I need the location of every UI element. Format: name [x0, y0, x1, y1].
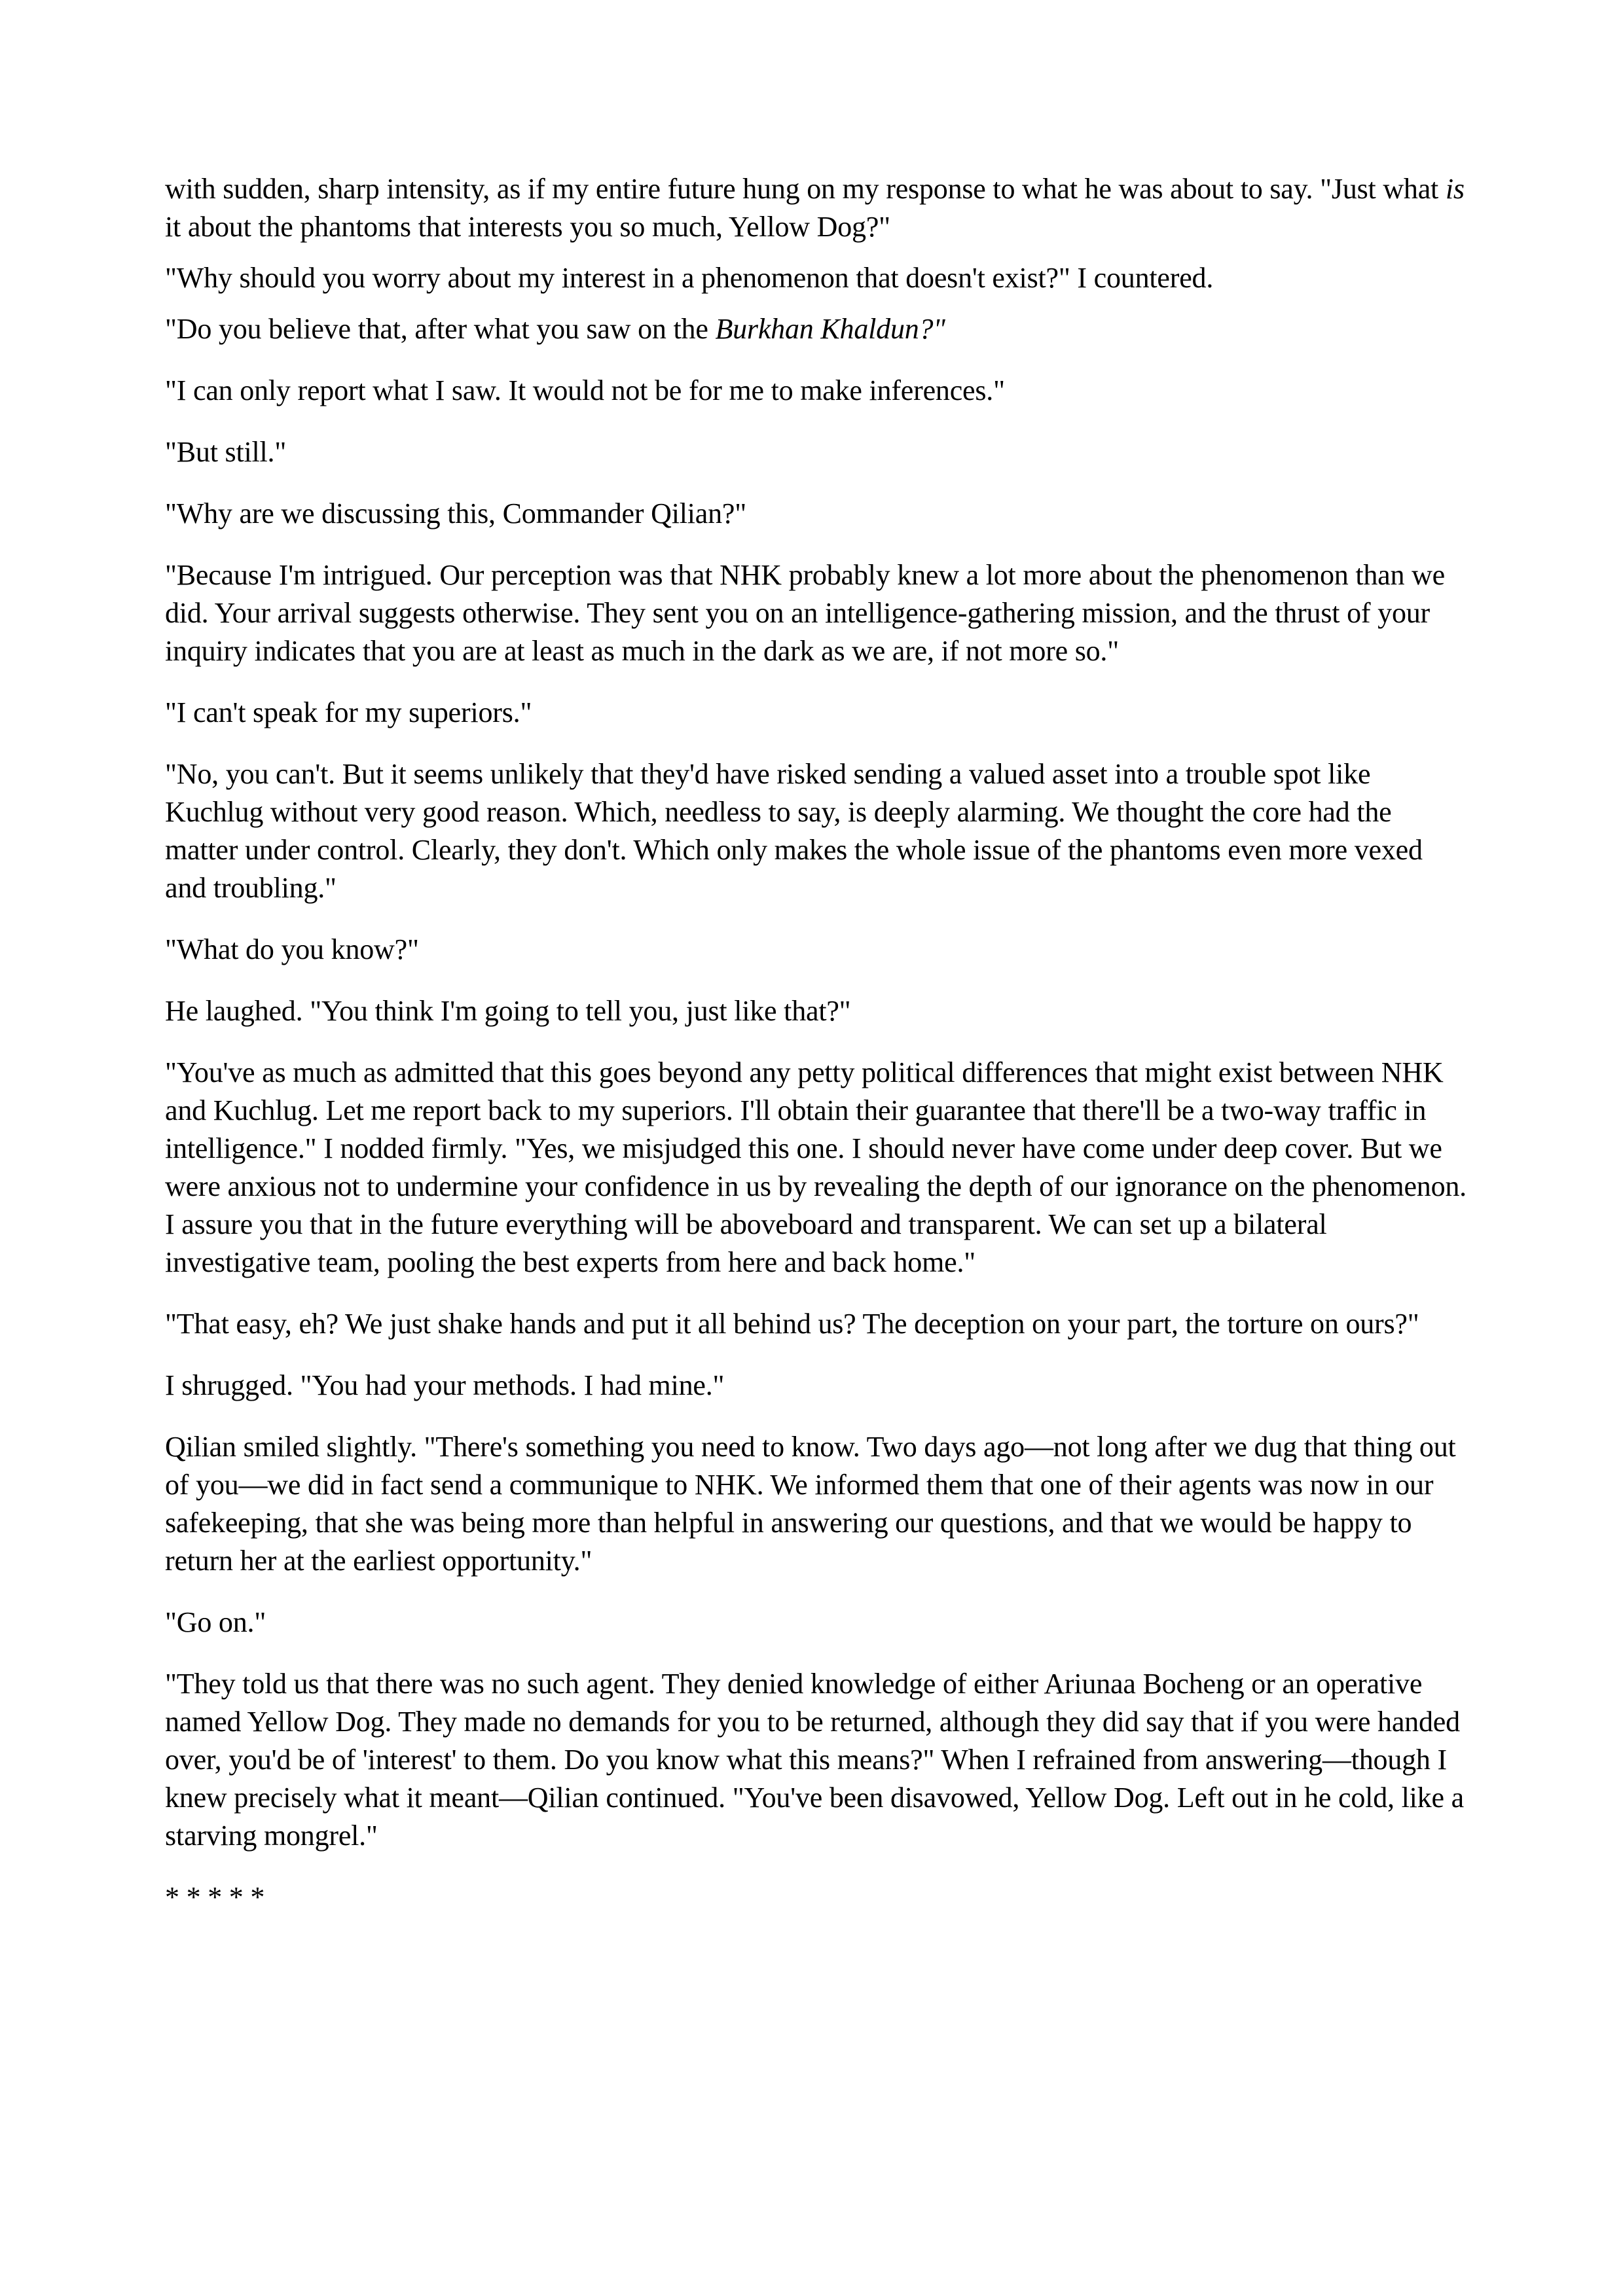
paragraph-4: "I can only report what I saw. It would not be for me to make inferences." [165, 374, 1005, 406]
paragraph-15: Qilian smiled slightly. "There's something you need to know. Two days ago—not long after we dug that thing out of you—we did in fact send a communique to NHK. We informed them that one of their agents was now in our safekeeping, that she was being more than helpful in answering our questions, and that we would be happy to return her at the earliest opportunity." [165, 1431, 1456, 1577]
document-page [165, 170, 1468, 1916]
paragraph-11: He laughed. "You think I'm going to tell you, just like that?" [165, 995, 851, 1027]
paragraph-3-text-a: "Do you believe that, after what you saw on the [165, 313, 716, 345]
paragraph-2: "Why should you worry about my interest in a phenomenon that doesn't exist?" I countered. [165, 262, 1214, 294]
section-separator: * * * * * [165, 1881, 265, 1913]
paragraph-6: "Why are we discussing this, Commander Qilian?" [165, 497, 747, 529]
paragraph-3-emphasis: Burkhan Khaldun?" [715, 313, 945, 345]
paragraph-5: "But still." [165, 436, 287, 468]
paragraph-10: "What do you know?" [165, 933, 419, 965]
paragraph-16: "Go on." [165, 1606, 266, 1638]
paragraph-1 [165, 170, 1468, 246]
paragraph-3 [165, 310, 1468, 348]
paragraph-17: "They told us that there was no such agent. They denied knowledge of either Ariunaa Bocheng or an operative named Yellow Dog. They made no demands for you to be returned, although they did say that if you were handed over, you'd be of 'interest' to them. Do you know what this means?" When I refrained from answering—though I knew precisely what it meant—Qilian continued. "You've been disavowed, Yellow Dog. Left out in he cold, like a starving mongrel." [165, 1668, 1464, 1852]
paragraph-8: "I can't speak for my superiors." [165, 696, 532, 728]
paragraph-12: "You've as much as admitted that this goes beyond any petty political differences that might exist between NHK and Kuchlug. Let me report back to my superiors. I'll obtain their guarantee that there'll be a two-way traffic in intelligence." I nodded firmly. "Yes, we misjudged this one. I should never have come under deep cover. But we were anxious not to undermine your confidence in us by revealing the depth of our ignorance on the phenomenon. I assure you that in the future everything will be aboveboard and transparent. We can set up a bilateral investigative team, pooling the best experts from here and back home." [165, 1056, 1467, 1278]
paragraph-7: "Because I'm intrigued. Our perception was that NHK probably knew a lot more about the phenomenon than we did. Your arrival suggests otherwise. They sent you on an intelligence-gathering mission, and the thrust of your inquiry indicates that you are at least as much in the dark as we are, if not more so." [165, 559, 1446, 667]
paragraph-13: "That easy, eh? We just shake hands and put it all behind us? The deception on your part, the torture on ours?" [165, 1308, 1419, 1340]
paragraph-1-text-a: with sudden, sharp intensity, as if my entire future hung on my response to what he was about to say. "Just what [165, 173, 1446, 205]
paragraph-1-text-b: it about the phantoms that interests you so much, Yellow Dog?" [165, 211, 890, 243]
paragraph-14: I shrugged. "You had your methods. I had mine." [165, 1369, 725, 1401]
paragraph-9: "No, you can't. But it seems unlikely that they'd have risked sending a valued asset into a trouble spot like Kuchlug without very good reason. Which, needless to say, is deeply alarming. We thought the core had the matter under control. Clearly, they don't. Which only makes the whole issue of the phantoms even more vexed and troubling." [165, 758, 1423, 904]
paragraph-1-emphasis: is [1445, 173, 1465, 205]
